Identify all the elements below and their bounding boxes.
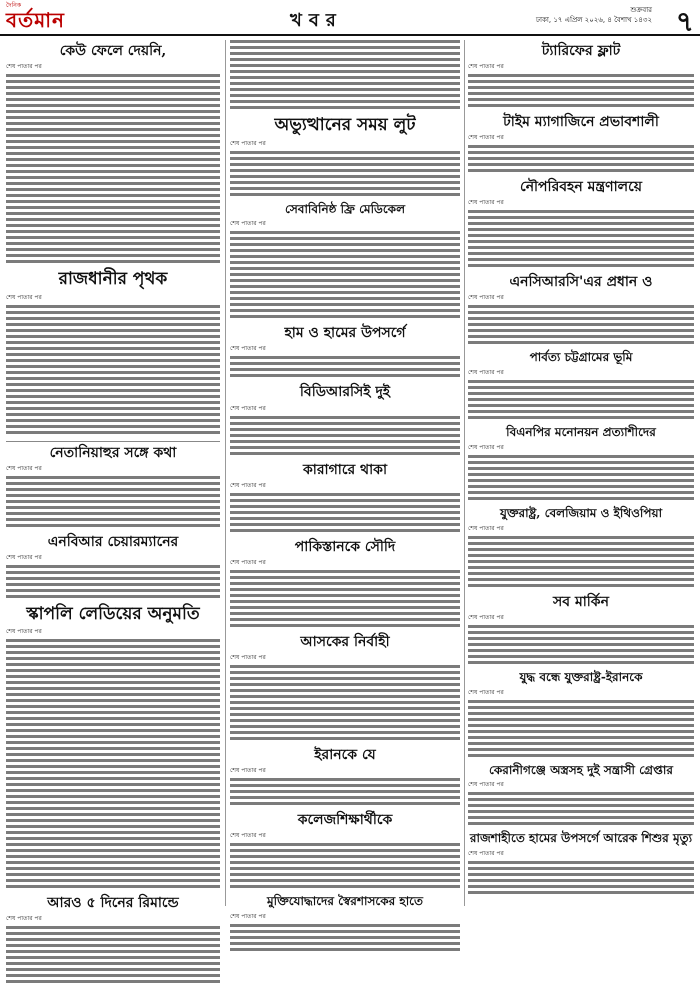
- article-body: [230, 924, 460, 954]
- article-byline: শেষ পাতার পর: [230, 766, 266, 774]
- article-byline: শেষ পাতার পর: [230, 912, 266, 920]
- article-headline: হাম ও হামের উপসর্গে: [284, 325, 406, 342]
- article-body: [230, 493, 460, 535]
- article-body: [230, 570, 460, 630]
- article-byline: শেষ পাতার পর: [468, 524, 504, 532]
- article-headline: সব মার্কিন: [553, 593, 609, 610]
- article-byline: শেষ পাতার পর: [6, 628, 42, 636]
- article-headline: বিডিআরসিই দুই: [299, 384, 391, 401]
- article-byline: শেষ পাতার পর: [468, 613, 504, 621]
- article-body: [468, 74, 694, 110]
- article-byline: শেষ পাতার পর: [230, 558, 266, 566]
- article-byline: শেষ পাতার পর: [6, 293, 42, 301]
- article-headline: নৌপরিবহন মন্ত্রণালয়ে: [520, 179, 642, 196]
- column-divider: [225, 40, 226, 906]
- article-byline: শেষ পাতার পর: [230, 832, 266, 839]
- article-headline: আসকের নির্বাহী: [300, 633, 390, 650]
- article-byline: শেষ পাতার পর: [6, 63, 42, 71]
- article-byline: শেষ পাতার পর: [230, 653, 266, 661]
- article-body: [230, 356, 460, 380]
- article-body: [468, 536, 694, 590]
- article-body: [468, 625, 694, 667]
- article-body: [230, 151, 460, 199]
- article-byline: শেষ পাতার পর: [6, 464, 42, 472]
- section-title: খবর: [290, 10, 343, 31]
- article-body: [230, 778, 460, 808]
- divider: [6, 441, 220, 442]
- article-headline: বিএনপির মনোনয়ন প্রত্যাশীদের: [506, 425, 656, 440]
- newspaper-logo: [6, 2, 78, 32]
- page-number: ৭: [675, 5, 694, 38]
- article-body: [468, 210, 694, 270]
- article-headline: অভ্যুত্থানের সময় লুট: [274, 115, 416, 135]
- article-body: [230, 231, 460, 321]
- article-headline: কেরানীগঞ্জে অস্ত্রসহ দুই সন্ত্রাসী গ্রেপ্তার: [489, 762, 673, 777]
- article-byline: শেষ পাতার পর: [230, 481, 266, 489]
- article-byline: শেষ পাতার পর: [230, 345, 266, 353]
- article-byline: শেষ পাতার পর: [230, 404, 266, 412]
- article-byline: শেষ পাতার পর: [468, 134, 504, 142]
- article-body: [230, 40, 460, 112]
- column-3: [468, 40, 694, 908]
- article-byline: শেষ পাতার পর: [468, 850, 504, 858]
- article-byline: শেষ পাতার পর: [468, 443, 504, 451]
- dateline: [536, 5, 652, 25]
- article-byline: শেষ পাতার পর: [230, 139, 266, 147]
- masthead: [0, 0, 700, 36]
- article-headline: পাকিস্তানকে সৌদি: [294, 538, 396, 555]
- article-byline: শেষ পাতার পর: [468, 63, 504, 71]
- article-headline: নেতানিয়াহুর সঙ্গে কথা: [49, 444, 177, 461]
- article-headline: আরও ৫ দিনের রিমান্ডে: [47, 895, 179, 912]
- article-byline: শেষ পাতার পর: [468, 688, 504, 696]
- article-body: [468, 700, 694, 760]
- article-headline: ইরানকে যে: [314, 746, 376, 763]
- article-headline: সেবাবিনিষ্ঠ ফ্রি মেডিকেল: [284, 201, 406, 216]
- column-1: [6, 40, 220, 923]
- article-headline: স্কাপলি লেডিয়ের অনুমতি: [26, 603, 200, 624]
- article-body: [468, 380, 694, 422]
- article-headline: কারাগারে থাকা: [302, 461, 388, 478]
- article-byline: শেষ পাতার পর: [468, 294, 504, 302]
- article-headline: কেউ ফেলে দেয়নি,: [59, 43, 167, 59]
- article-headline: এনবিআর চেয়ারম্যানের: [47, 533, 179, 550]
- article-headline: রাজশাহীতে হামের উপসর্গে আরেক শিশুর মৃত্যু: [469, 831, 693, 846]
- logo-tag: দৈনিক: [6, 2, 22, 9]
- column-2: [230, 40, 460, 920]
- article-headline: এনসিআরসি'এর প্রধান ও: [509, 274, 653, 291]
- article-body: [468, 145, 694, 175]
- article-body: [6, 305, 220, 437]
- article-body: [468, 861, 694, 897]
- article-headline: পার্বত্য চট্টগ্রামের ভূমি: [529, 350, 633, 365]
- article-body: [468, 305, 694, 347]
- article-byline: শেষ পাতার পর: [6, 553, 42, 561]
- article-body: [6, 565, 220, 601]
- article-headline: যুক্তরাষ্ট্র, বেলজিয়াম ও ইথিওপিয়া: [499, 505, 663, 520]
- article-body: [230, 416, 460, 458]
- article-headline: ট্যারিফের ফ্লাট: [541, 43, 621, 59]
- column-divider: [464, 40, 465, 906]
- article-body: [230, 665, 460, 743]
- article-headline: যুদ্ধ বন্ধে যুক্তরাষ্ট্র-ইরানকে: [519, 669, 643, 684]
- article-byline: শেষ পাতার পর: [468, 369, 504, 377]
- article-byline: শেষ পাতার পর: [6, 915, 42, 923]
- article-headline: কলেজশিক্ষার্থীকে: [297, 811, 393, 828]
- article-headline: রাজধানীর পৃথক: [58, 269, 168, 290]
- dateline-day: শুক্রবার: [630, 6, 652, 14]
- article-headline: মুক্তিযোদ্ধাদের স্বৈরশাসকের হাতে: [266, 894, 424, 908]
- article-body: [6, 74, 220, 266]
- article-byline: শেষ পাতার পর: [468, 781, 504, 789]
- article-byline: শেষ পাতার পর: [468, 199, 504, 207]
- article-body: [6, 476, 220, 530]
- article-body: [468, 792, 694, 828]
- logo-text: বর্তমান: [6, 8, 65, 32]
- article-headline: টাইম ম্যাগাজিনে প্রভাবশালী: [503, 114, 659, 131]
- article-byline: শেষ পাতার পর: [230, 220, 266, 228]
- article-body: [6, 926, 220, 986]
- article-body: [230, 843, 460, 891]
- article-body: [468, 455, 694, 503]
- article-body: [6, 639, 220, 891]
- dateline-date: ঢাকা, ১৭ এপ্রিল ২০২৬, ৪ বৈশাখ ১৪৩২: [535, 16, 652, 24]
